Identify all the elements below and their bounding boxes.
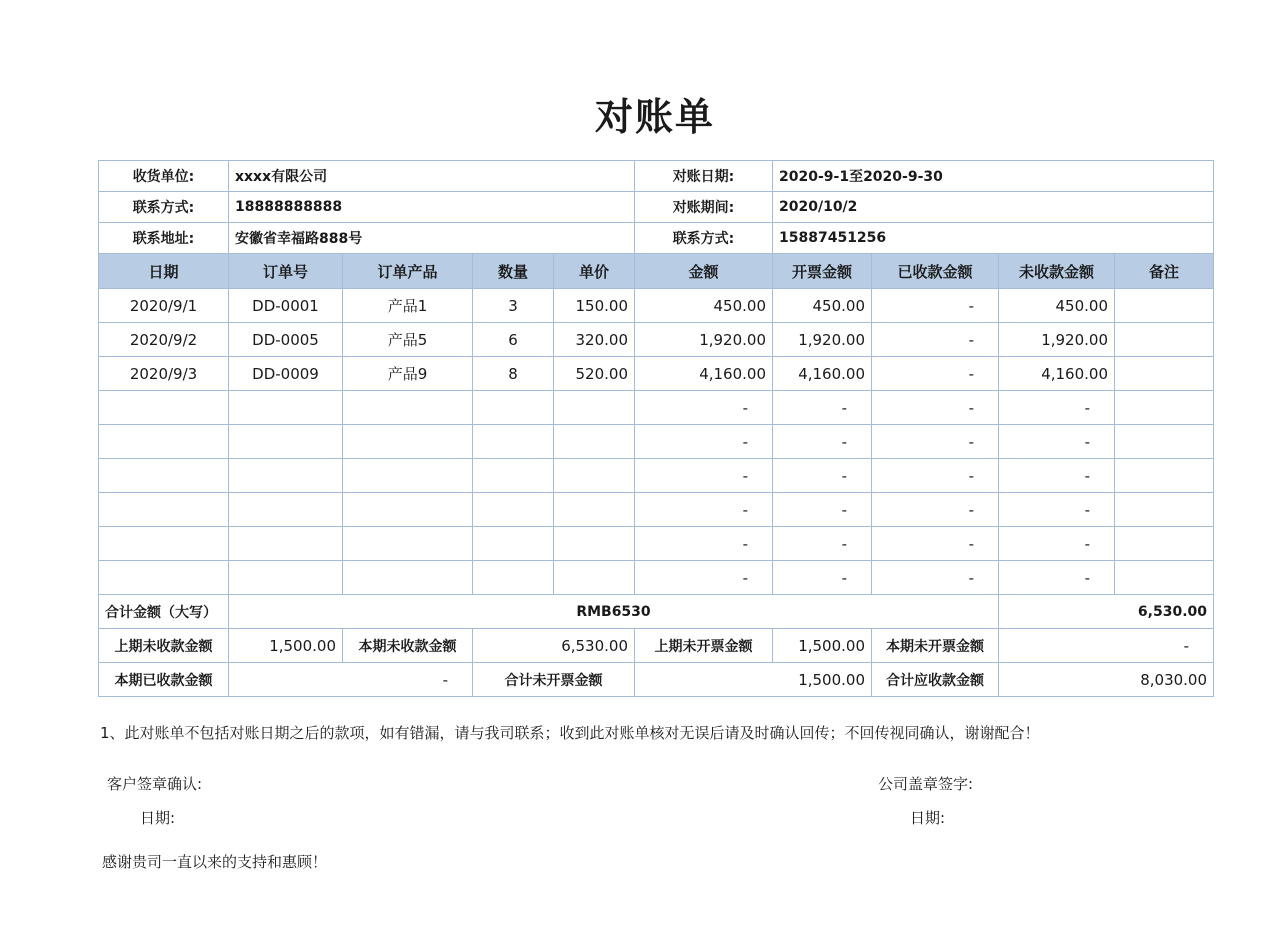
table-cell: 520.00 [554,357,635,391]
table-cell: 8 [473,357,554,391]
statement-table [98,160,1214,697]
address-label: 联系地址: [99,223,229,254]
cur-unreceived-label: 本期未收款金额 [343,629,473,663]
table-cell [554,493,635,527]
company-signature-label: 公司盖章签字: [878,775,974,793]
receiver-value: xxxx有限公司 [229,161,635,192]
table-cell: - [635,561,773,595]
prev-uninvoiced-value: 1,500.00 [773,629,872,663]
table-cell [229,561,343,595]
table-cell [1115,493,1214,527]
table-cell [1115,459,1214,493]
thanks-text: 感谢贵司一直以来的支持和惠顾！ [102,853,328,871]
table-cell: - [872,561,999,595]
table-cell [343,391,473,425]
table-row [99,357,1214,391]
column-header: 未收款金额 [999,254,1115,289]
column-header: 数量 [473,254,554,289]
total-value: 6,530.00 [999,595,1214,629]
cur-received-label: 本期已收款金额 [99,663,229,697]
table-cell [343,493,473,527]
table-cell: DD-0009 [229,357,343,391]
summary-row-total [99,595,1214,629]
table-cell [554,561,635,595]
receiver-label: 收货单位: [99,161,229,192]
customer-signature-label: 客户签章确认: [107,775,203,793]
table-cell: 产品9 [343,357,473,391]
table-row [99,391,1214,425]
prev-uninvoiced-label: 上期未开票金额 [635,629,773,663]
table-cell [1115,425,1214,459]
info-row-address [99,223,1214,254]
table-row [99,425,1214,459]
address-value: 安徽省幸福路888号 [229,223,635,254]
table-cell: - [872,323,999,357]
table-cell [99,391,229,425]
table-cell [1115,323,1214,357]
table-cell: 150.00 [554,289,635,323]
table-cell: - [872,357,999,391]
table-cell: - [773,391,872,425]
table-cell [99,493,229,527]
table-row [99,323,1214,357]
table-cell: - [872,391,999,425]
table-cell [554,425,635,459]
page-title: 对账单 [594,95,715,139]
table-cell: 450.00 [773,289,872,323]
column-header: 开票金额 [773,254,872,289]
table-cell [343,459,473,493]
table-cell [229,493,343,527]
table-cell [99,561,229,595]
info-row-contact [99,192,1214,223]
table-cell: - [773,527,872,561]
contact-value: 18888888888 [229,192,635,223]
total-receivable-label: 合计应收款金额 [872,663,999,697]
table-row [99,527,1214,561]
table-cell: 6 [473,323,554,357]
table-row [99,561,1214,595]
total-caps-label: 合计金额（大写） [99,595,229,629]
table-cell [99,527,229,561]
table-cell: - [635,527,773,561]
table-cell: - [999,425,1115,459]
cur-uninvoiced-label: 本期未开票金额 [872,629,999,663]
recon-period-label: 对账期间: [635,192,773,223]
table-cell: 450.00 [635,289,773,323]
recon-period-value: 2020/10/2 [773,192,1214,223]
table-cell [99,459,229,493]
table-cell: 产品5 [343,323,473,357]
table-cell [343,425,473,459]
total-caps-value: RMB6530 [229,595,999,629]
column-header: 单价 [554,254,635,289]
table-cell [1115,391,1214,425]
contact2-value: 15887451256 [773,223,1214,254]
table-cell [1115,527,1214,561]
table-cell: - [872,527,999,561]
table-cell [229,459,343,493]
table-header [99,254,1214,289]
table-cell: 450.00 [999,289,1115,323]
table-cell: - [872,459,999,493]
total-receivable-value: 8,030.00 [999,663,1214,697]
table-cell [473,561,554,595]
table-cell: 2020/9/3 [99,357,229,391]
table-cell: 4,160.00 [635,357,773,391]
table-row [99,289,1214,323]
table-cell [1115,357,1214,391]
table-cell: - [872,289,999,323]
table-cell [99,425,229,459]
table-row [99,493,1214,527]
cur-unreceived-value: 6,530.00 [473,629,635,663]
table-cell: - [999,459,1115,493]
cur-received-value: - [229,663,473,697]
column-header: 已收款金额 [872,254,999,289]
table-cell [229,391,343,425]
table-cell: 4,160.00 [999,357,1115,391]
table-cell [343,561,473,595]
table-cell: 3 [473,289,554,323]
table-cell: - [773,459,872,493]
table-cell: - [999,561,1115,595]
table-cell: - [635,493,773,527]
footnote: 1、此对账单不包括对账日期之后的款项，如有错漏，请与我司联系；收到此对账单核对无误后请及时确认回传；不回传视同确认，谢谢配合！ [100,724,1040,742]
column-header: 金额 [635,254,773,289]
table-cell: 1,920.00 [635,323,773,357]
table-cell: 2020/9/1 [99,289,229,323]
column-header: 日期 [99,254,229,289]
table-cell: 1,920.00 [773,323,872,357]
table-cell: 320.00 [554,323,635,357]
company-date-label: 日期: [910,809,946,827]
total-uninvoiced-value: 1,500.00 [635,663,872,697]
table-cell: 2020/9/2 [99,323,229,357]
contact2-label: 联系方式: [635,223,773,254]
recon-date-value: 2020-9-1至2020-9-30 [773,161,1214,192]
table-cell: - [872,493,999,527]
table-cell: - [635,459,773,493]
table-cell: - [773,493,872,527]
table-cell [554,391,635,425]
prev-unreceived-value: 1,500.00 [229,629,343,663]
table-cell: - [872,425,999,459]
info-row-receiver [99,161,1214,192]
column-header: 备注 [1115,254,1214,289]
table-cell [229,425,343,459]
table-cell [473,425,554,459]
table-cell [473,527,554,561]
customer-date-label: 日期: [140,809,176,827]
table-cell [554,459,635,493]
table-cell [554,527,635,561]
cur-uninvoiced-value: - [999,629,1214,663]
column-header: 订单产品 [343,254,473,289]
table-cell: 产品1 [343,289,473,323]
total-uninvoiced-label: 合计未开票金额 [473,663,635,697]
prev-unreceived-label: 上期未收款金额 [99,629,229,663]
column-header: 订单号 [229,254,343,289]
table-cell [473,459,554,493]
contact-label: 联系方式: [99,192,229,223]
table-cell [229,527,343,561]
table-cell [1115,289,1214,323]
table-cell: 1,920.00 [999,323,1115,357]
summary-row-uncollected [99,629,1214,663]
table-cell: - [635,391,773,425]
table-cell: - [773,561,872,595]
table-cell: DD-0001 [229,289,343,323]
table-cell: - [999,527,1115,561]
table-cell: - [999,391,1115,425]
table-cell: - [635,425,773,459]
table-cell: 4,160.00 [773,357,872,391]
table-cell: - [773,425,872,459]
table-cell [343,527,473,561]
table-cell [473,391,554,425]
table-cell [473,493,554,527]
summary-row-received [99,663,1214,697]
recon-date-label: 对账日期: [635,161,773,192]
table-cell: - [999,493,1115,527]
table-row [99,459,1214,493]
table-cell: DD-0005 [229,323,343,357]
table-cell [1115,561,1214,595]
